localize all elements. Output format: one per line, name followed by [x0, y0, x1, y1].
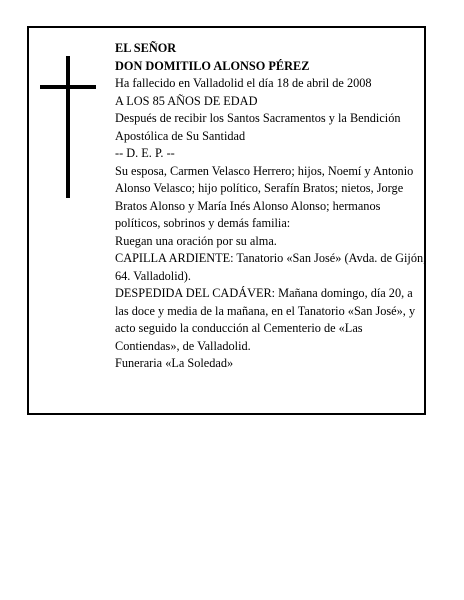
- deceased-name: DON DOMITILO ALONSO PÉREZ: [115, 58, 310, 73]
- age-line: A LOS 85 AÑOS DE EDAD: [115, 93, 258, 108]
- obituary-notice: [27, 26, 426, 415]
- death-date-line: Ha fallecido en Valladolid el día 18 de abril de 2008: [115, 76, 372, 90]
- farewell-line: DESPEDIDA DEL CADÁVER: Mañana domingo, día 20, a las doce y media de la mañana, en el Tanatorio «San José», y acto seguido la conducción al Cementerio de «Las Contiendas», de Valladolid.: [115, 286, 416, 353]
- sacraments-line: Después de recibir los Santos Sacramentos y la Bendición Apostólica de Su Santidad: [115, 111, 401, 143]
- notice-title: EL SEÑOR: [115, 41, 177, 55]
- cross-horizontal-bar: [40, 85, 96, 89]
- chapel-line: CAPILLA ARDIENTE: Tanatorio «San José» (Avda. de Gijón, 64. Valladolid).: [115, 251, 427, 283]
- funeral-home-line: Funeraria «La Soledad»: [115, 356, 234, 370]
- cross-vertical-bar: [66, 56, 70, 198]
- rip-line: -- D. E. P. --: [115, 146, 175, 160]
- notice-text: [115, 40, 427, 373]
- prayer-line: Ruegan una oración por su alma.: [115, 233, 277, 248]
- family-line: Su esposa, Carmen Velasco Herrero; hijos, Noemí y Antonio Alonso Velasco; hijo político, Serafín Bratos; nietos, Jorge Bratos Alonso y María Inés Alonso Alonso; hermanos políticos, sobrinos y demás familia:: [115, 163, 414, 230]
